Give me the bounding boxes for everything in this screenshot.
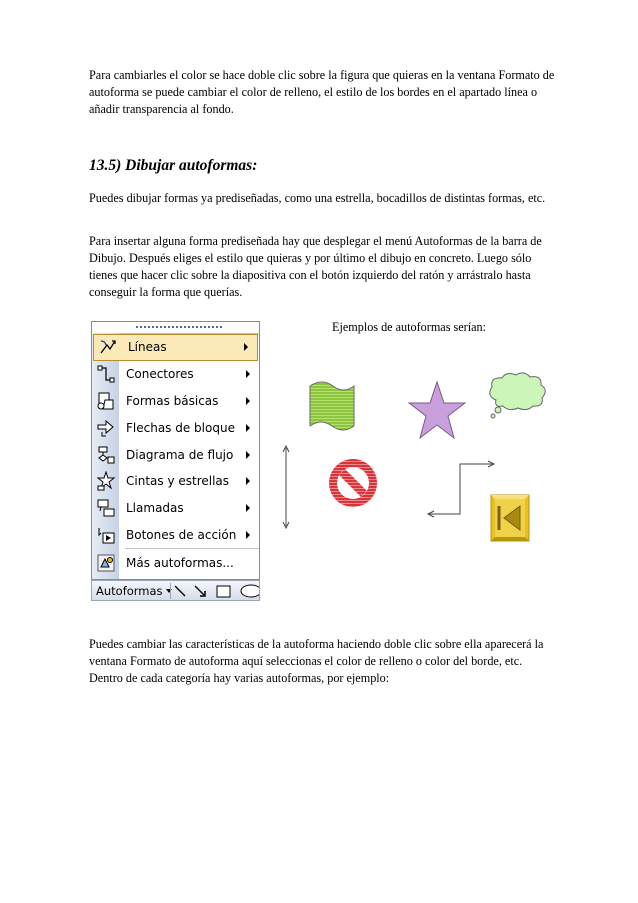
menu-item-label: Botones de acción: [126, 527, 237, 542]
star-shape-example: [407, 380, 467, 442]
block-arrows-icon: [96, 418, 116, 438]
stars-banners-icon: [96, 471, 116, 491]
paragraph-insertar-autoforma: Para insertar alguna forma prediseñada hay que desplegar el menú Autoformas de la barra de Dibujo. Después eliges el estilo que quieras y por último el dibujo en concreto. Luego sólo tienes que hacer clic sobre la diapositiva con el botón izquierdo del ratón y arrástralo hasta conseguir la forma que querías.: [89, 234, 542, 299]
menu-item-label: Más autoformas...: [126, 555, 234, 570]
submenu-arrow-icon: [246, 531, 250, 539]
menu-item-label: Conectores: [126, 367, 194, 382]
autoshapes-menu: [91, 321, 260, 580]
line-tool-icon[interactable]: [170, 583, 189, 599]
menu-item-label: Cintas y estrellas: [126, 474, 230, 489]
menu-item-lineas[interactable]: [93, 334, 258, 361]
submenu-arrow-icon: [246, 504, 250, 512]
paragraph-formato-autoforma: Para cambiarles el color se hace doble clic sobre la figura que quieras en la ventana Formato de autoforma se puede cambiar el color de relleno, el estilo de los bordes en el apartado línea o añadir transparencia al fondo.: [89, 68, 555, 116]
rectangle-tool-icon[interactable]: [214, 583, 232, 599]
no-symbol-example: [326, 456, 380, 510]
menu-item-label: Líneas: [128, 340, 167, 355]
menu-item-diagrama-de-flujo[interactable]: [92, 441, 259, 468]
paragraph-formas-prediseñadas: Puedes dibujar formas ya prediseñadas, como una estrella, bocadillos de distintas formas, etc.: [89, 191, 546, 205]
connectors-icon: [96, 364, 116, 384]
submenu-arrow-icon: [246, 451, 250, 459]
drawing-toolbar: [91, 580, 260, 601]
wave-shape-example: [308, 380, 356, 432]
submenu-arrow-icon: [246, 397, 250, 405]
menu-item-cintas-y-estrellas[interactable]: [92, 468, 259, 495]
menu-item-botones-de-accion[interactable]: [92, 522, 259, 549]
cloud-callout-example: [484, 370, 550, 420]
action-button-back-example: [490, 494, 530, 542]
menu-item-label: Formas básicas: [126, 393, 219, 408]
autoshapes-menu-button[interactable]: [94, 583, 174, 599]
section-heading: 13.5) Dibujar autoformas:: [89, 157, 258, 174]
submenu-arrow-icon: [244, 343, 248, 351]
arrow-tool-icon[interactable]: [192, 583, 210, 599]
action-buttons-icon: [96, 525, 116, 545]
menu-item-llamadas[interactable]: [92, 495, 259, 522]
menu-item-conectores[interactable]: [92, 361, 259, 388]
submenu-arrow-icon: [246, 424, 250, 432]
menu-item-label: Llamadas: [126, 501, 184, 516]
lines-icon: [98, 337, 118, 357]
menu-item-label: Diagrama de flujo: [126, 447, 234, 462]
menu-item-formas-basicas[interactable]: [92, 388, 259, 415]
more-autoshapes-icon: [96, 553, 116, 573]
double-arrow-line-example: [280, 444, 292, 530]
paragraph-caracteristicas-autoforma: Puedes cambiar las características de la autoforma haciendo doble clic sobre ella aparecerá la ventana Formato de autoforma aquí seleccionas el color de relleno o color del borde, etc. Dentro de cada categoría hay varias autoformas, por ejemplo:: [89, 637, 544, 685]
examples-caption: Ejemplos de autoformas serían:: [332, 320, 486, 334]
callouts-icon: [96, 498, 116, 518]
menu-item-label: Flechas de bloque: [126, 420, 235, 435]
basic-shapes-icon: [96, 391, 116, 411]
elbow-connector-example: [424, 458, 498, 520]
autoshapes-button-label: Autoformas: [96, 584, 163, 598]
submenu-arrow-icon: [246, 370, 250, 378]
menu-item-flechas-de-bloque[interactable]: [92, 414, 259, 441]
submenu-arrow-icon: [246, 477, 250, 485]
flowchart-icon: [96, 445, 116, 465]
oval-tool-icon[interactable]: [237, 583, 259, 599]
menu-item-mas-autoformas[interactable]: [92, 549, 259, 576]
